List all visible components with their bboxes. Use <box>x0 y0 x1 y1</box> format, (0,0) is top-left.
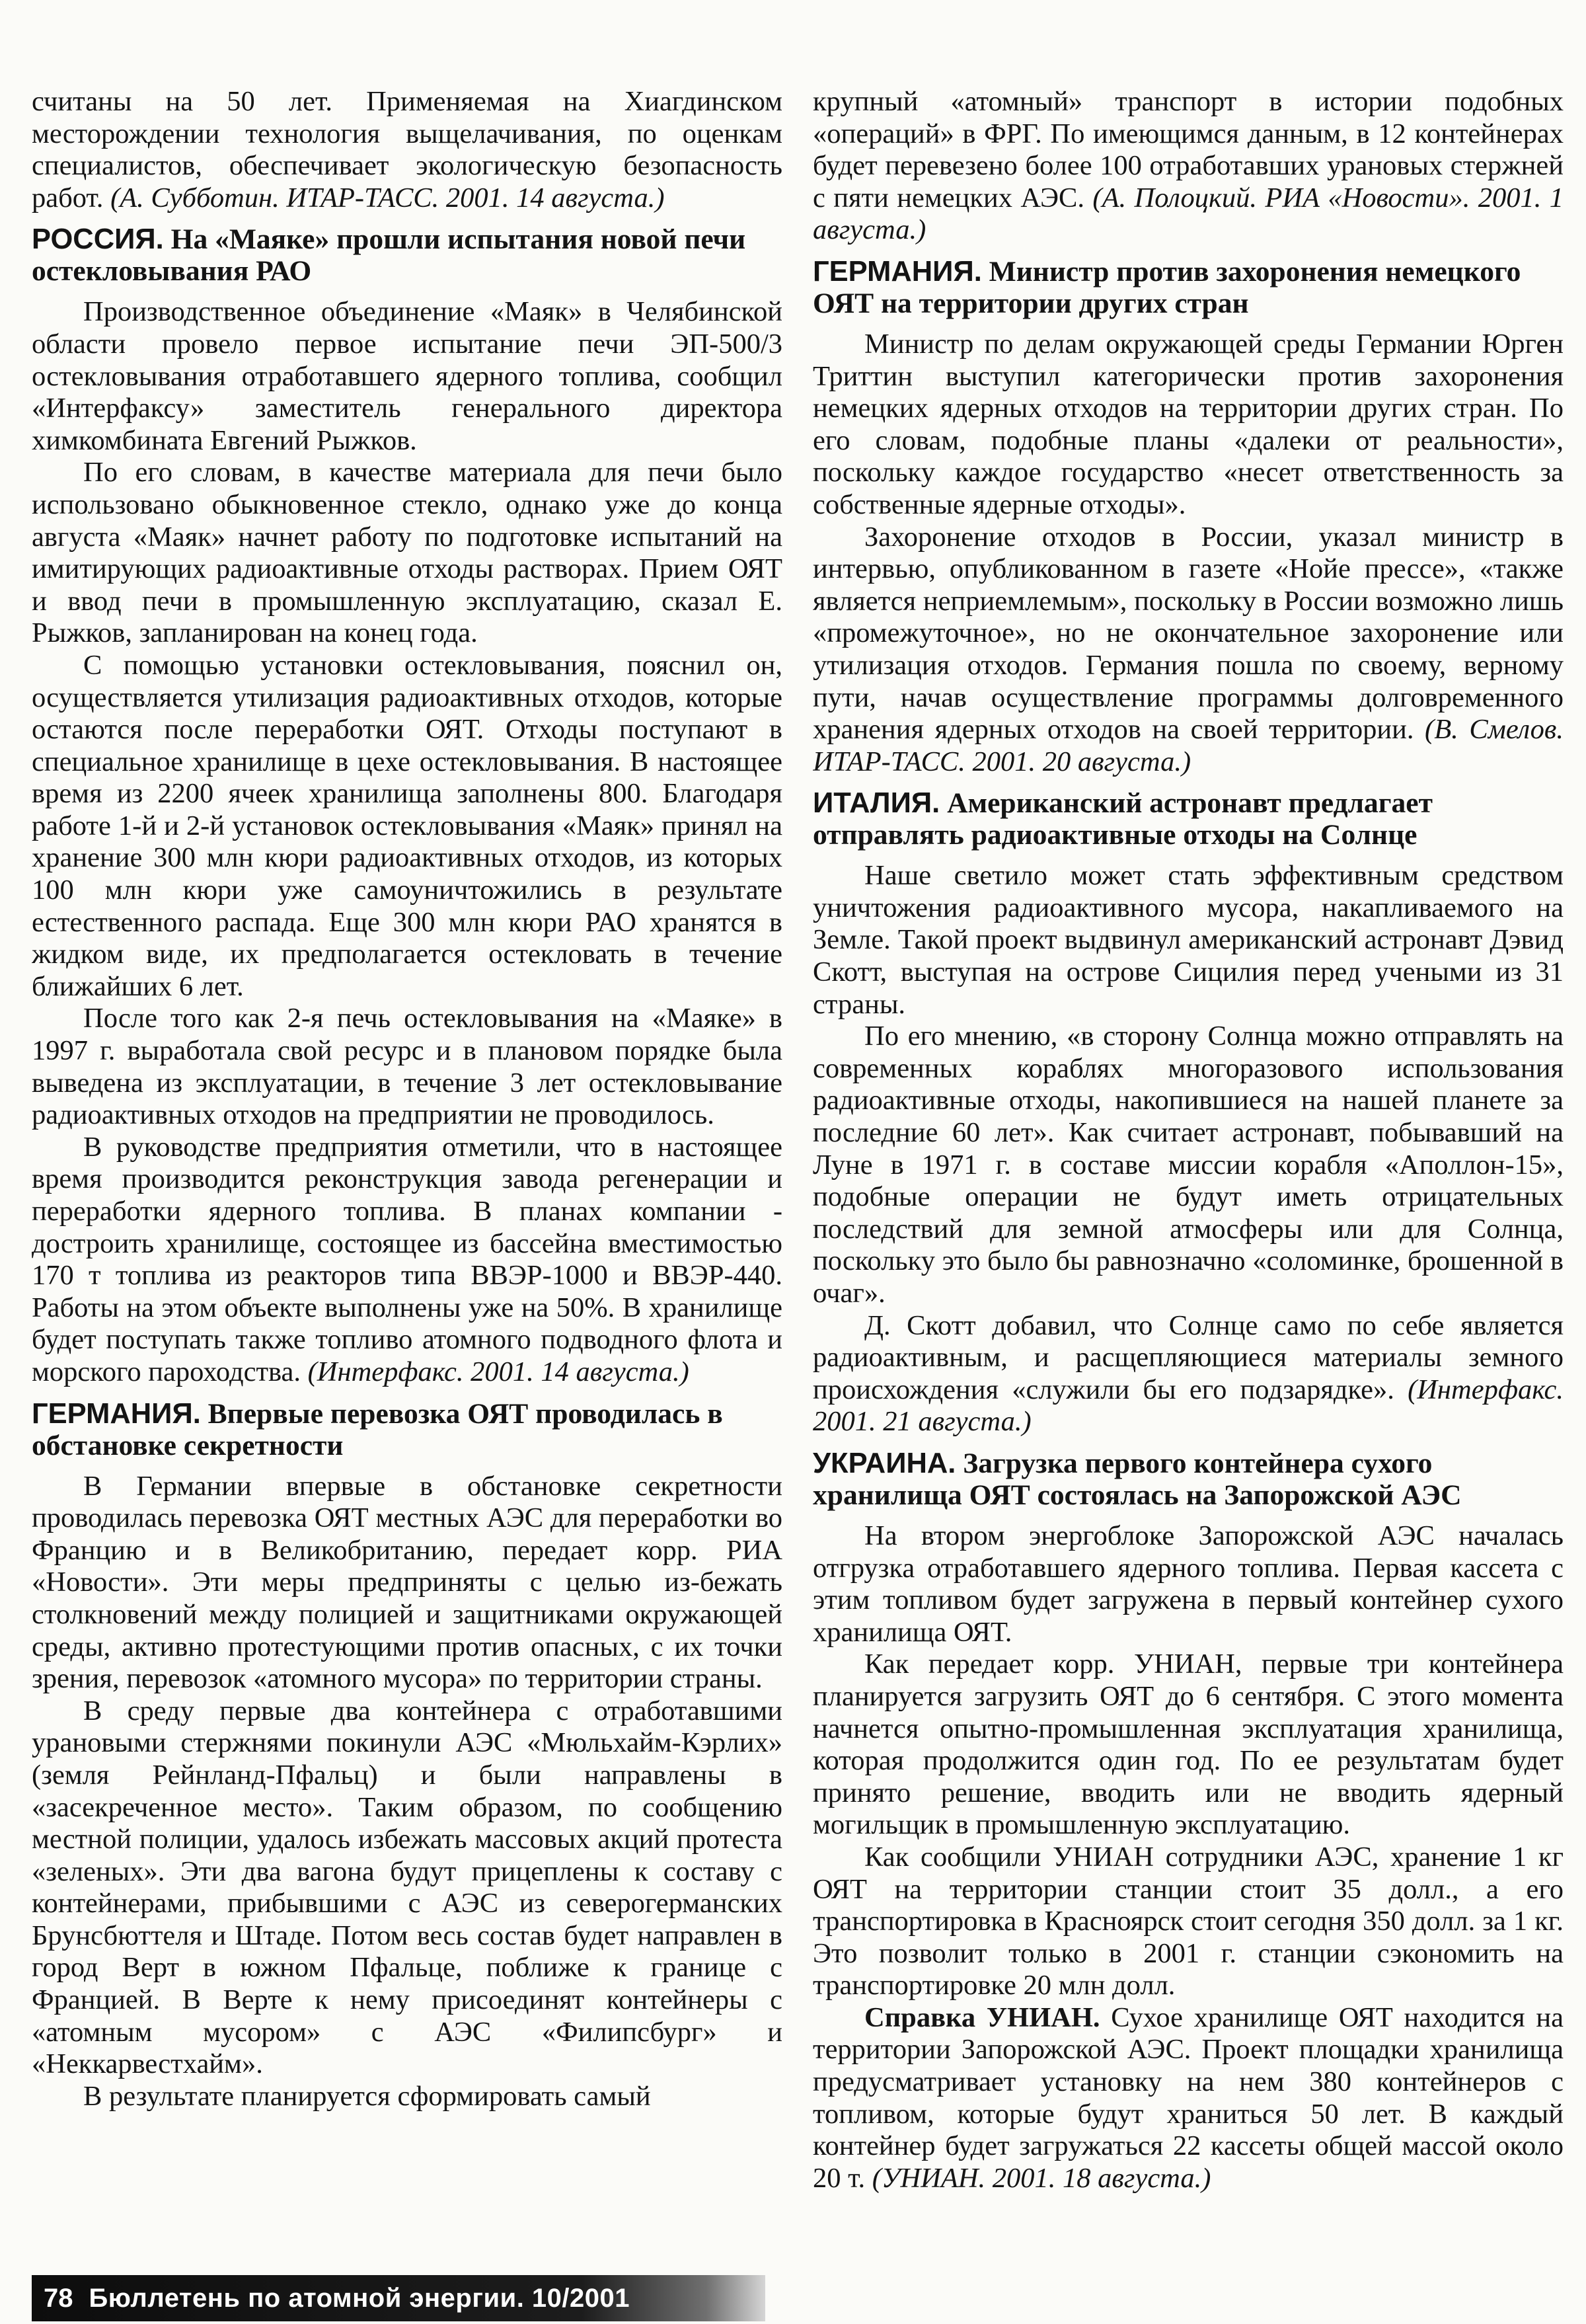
heading-title: Американский астронавт предлагает отправлять радиоактивные отходы на Солнце <box>813 787 1433 851</box>
heading-country: ИТАЛИЯ. <box>813 787 940 820</box>
source-citation: (В. Смелов. ИТАР-ТАСС. 2001. 20 августа.) <box>813 714 1564 777</box>
heading-title: Загрузка первого контейнера сухого хранилища ОЯТ состоялась на Запорожской АЭС <box>813 1447 1462 1511</box>
heading-country: ГЕРМАНИЯ. <box>813 255 982 288</box>
heading-title: Министр против захоронения немецкого ОЯТ на территории других стран <box>813 255 1521 319</box>
heading-country: РОССИЯ. <box>32 223 164 256</box>
paragraph: По его мнению, «в сторону Солнца можно отправлять на современных кораблях многоразового использования радиоактивные отходы, накопившиеся на нашей планете за последние 60 лет». Как считает астронавт, побывавший на Луне в 1971 г. в составе миссии корабля «Аполлон-15», подобные операции не будут иметь отрицательных последствий для земной атмосферы или для Солнца, поскольку это было бы равнозначно «соломинке, брошенной в очаг». <box>813 1021 1564 1309</box>
page-footer <box>32 2275 765 2321</box>
paragraph: После того как 2-я печь остекловывания на «Маяке» в 1997 г. выработала свой ресурс и в плановом порядке была выведена из эксплуатации, в течение 3 лет остекловывание радиоактивных отходов на предприятии не проводилось. <box>32 1003 782 1131</box>
paragraph: считаны на 50 лет. Применяемая на Хиагдинском месторождении технология выщелачивания, по оценкам специалистов, обеспечивает экологическую безопасность работ. (А. Субботин. ИТАР-ТАСС. 2001. 14 августа.) <box>32 86 782 213</box>
heading-country: УКРАИНА. <box>813 1447 956 1479</box>
page-number: 78 <box>44 2283 73 2313</box>
article-heading <box>32 223 782 287</box>
source-citation: (Интерфакс. 2001. 21 августа.) <box>813 1374 1564 1438</box>
reference-label: Справка УНИАН. <box>864 2001 1100 2033</box>
article-heading <box>32 1398 782 1461</box>
paragraph: Захоронение отходов в России, указал министр в интервью, опубликованном в газете «Нойе прессе», «также является неприемлемым», поскольку в России возможно лишь «промежуточное», но не окончательное захоронение или утилизация отходов. Германия пошла по своему, верному пути, начав осуществление программы долговременного хранения ядерных отходов на своей территории. (В. Смелов. ИТАР-ТАСС. 2001. 20 августа.) <box>813 521 1564 777</box>
journal-title: Бюллетень по атомной энергии. 10/2001 <box>89 2283 630 2313</box>
paragraph: В среду первые два контейнера с отработавшими урановыми стержнями покинули АЭС «Мюльхайм-Кэрлих» (земля Рейнланд-Пфальц) и были направлены в «засекреченное место». Таким образом, по сообщению местной полиции, удалось избежать массовых акций протеста «зеленых». Эти два вагона будут прицеплены к составу с контейнерами, прибывшими с АЭС из северогерманских Брунсбюттеля и Штаде. Потом весь состав будет направлен в город Верт в южном Пфальце, поближе к границе с Францией. В Верте к нему присоединят контейнеры с «атомным мусором» с АЭС «Филипсбург» и «Неккарвестхайм». <box>32 1695 782 2080</box>
paragraph: Министр по делам окружающей среды Германии Юрген Триттин выступил категорически против захоронения немецких ядерных отходов на территории других стран. По его словам, подобные планы «далеки от реальности», поскольку каждое государство «несет ответственность за собственные ядерные отходы». <box>813 328 1564 520</box>
heading-title: На «Маяке» прошли испытания новой печи остекловывания РАО <box>32 223 746 288</box>
paragraph: Справка УНИАН. Сухое хранилище ОЯТ находится на территории Запорожской АЭС. Проект площадки хранилища предусматривает установку на нем 380 контейнеров с топливом, которые будут храниться 50 лет. В каждый контейнер будет загружаться 22 кассеты общей массой около 20 т. (УНИАН. 2001. 18 августа.) <box>813 2001 1564 2194</box>
article-heading <box>813 787 1564 851</box>
paragraph: По его словам, в качестве материала для печи было использовано обыкновенное стекло, однако уже до конца августа «Маяк» начнет работу по подготовке испытаний на имитирующих радиоактивные отходы растворах. Прием ОЯТ и ввод печи в промышленную эксплуатацию, сказал Е. Рыжков, запланирован на конец года. <box>32 457 782 649</box>
source-citation: (Интерфакс. 2001. 14 августа.) <box>307 1356 689 1387</box>
heading-country: ГЕРМАНИЯ. <box>32 1397 201 1430</box>
paragraph: В Германии впервые в обстановке секретности проводилась перевозка ОЯТ местных АЭС для переработки во Францию и в Великобританию, передает корр. РИА «Новости». Эти меры предприняты с целью из-бежать столкновений между полицией и защитниками окружающей среды, активно протестующими против опасных, с их точки зрения, перевозок «атомного мусора» по территории страны. <box>32 1470 782 1695</box>
paragraph: В результате планируется сформировать самый <box>83 2080 651 2112</box>
paragraph: крупный «атомный» транспорт в истории подобных «операций» в ФРГ. По имеющимся данным, в 12 контейнерах будет перевезено более 100 отработавших урановых стержней с пяти немецких АЭС. (А. Полоцкий. РИА «Новости». 2001. 1 августа.) <box>813 86 1564 246</box>
paragraph: Как передает корр. УНИАН, первые три контейнера планируется загрузить ОЯТ до 6 сентября. С этого момента начнется опытно-промышленная эксплуатация хранилища, которая продолжится один год. По ее результатам будет принято решение, вводить или не вводить ядерный могильщик в промышленную эксплуатацию. <box>813 1648 1564 1841</box>
right-column <box>813 86 1564 2274</box>
paragraph: Производственное объединение «Маяк» в Челябинской области провело первое испытание печи ЭП-500/3 остекловывания отработавшего ядерного топлива, сообщил «Интерфаксу» заместитель генерального директора химкомбината Евгений Рыжков. <box>32 296 782 456</box>
paragraph: На втором энергоблоке Запорожской АЭС началась отгрузка отработавшего ядерного топлива. Первая кассета с этим топливом будет загружена в первый контейнер сухого хранилища ОЯТ. <box>813 1520 1564 1648</box>
article-heading <box>813 1448 1564 1511</box>
paragraph: Как сообщили УНИАН сотрудники АЭС, хранение 1 кг ОЯТ на территории станции стоит 35 долл., а его транспортировка в Красноярск стоит сегодня 350 долл. за 1 кг. Это позволит только в 2001 г. станции сэкономить на транспортировке 20 млн долл. <box>813 1841 1564 2001</box>
left-column <box>32 86 782 2274</box>
paragraph: Наше светило может стать эффективным средством уничтожения радиоактивного мусора, накапливаемого на Земле. Такой проект выдвинул американский астронавт Дэвид Скотт, выступая на острове Сицилия перед учеными из 31 страны. <box>813 860 1564 1020</box>
paragraph: С помощью установки остекловывания, пояснил он, осуществляется утилизация радиоактивных отходов, которые остаются после переработки ОЯТ. Отходы поступают в специальное хранилище в цехе остекловывания. В настоящее время из 2200 ячеек хранилища заполнены 800. Благодаря работе 1-й и 2-й установок остекловывания «Маяк» принял на хранение 300 млн кюри радиоактивных отходов, из которых 100 млн кюри уже самоуничтожились в результате естественного распада. Еще 300 млн кюри РАО хранятся в жидком виде, их предполагается остекловать в течение ближайших 6 лет. <box>32 649 782 1002</box>
source-citation: (УНИАН. 2001. 18 августа.) <box>872 2162 1211 2194</box>
article-heading <box>813 256 1564 319</box>
source-citation: (А. Субботин. ИТАР-ТАСС. 2001. 14 августа.) <box>110 182 665 213</box>
source-citation: (А. Полоцкий. РИА «Новости». 2001. 1 августа.) <box>813 182 1564 246</box>
paragraph: В руководстве предприятия отметили, что в настоящее время производится реконструкция завода регенерации и переработки ядерного топлива. В планах компании - достроить хранилище, состоящее из бассейна вместимостью 170 т топлива из реакторов типа ВВЭР-1000 и ВВЭР-440. Работы на этом объекте выполнены уже на 50%. В хранилище будет поступать также топливо атомного подводного флота и морского пароходства. (Интерфакс. 2001. 14 августа.) <box>32 1131 782 1387</box>
paragraph: Д. Скотт добавил, что Солнце само по себе является радиоактивным, и расщепляющиеся материалы земного происхождения «служили бы его подзарядке». (Интерфакс. 2001. 21 августа.) <box>813 1309 1564 1438</box>
heading-title: Впервые перевозка ОЯТ проводилась в обстановке секретности <box>32 1397 723 1461</box>
